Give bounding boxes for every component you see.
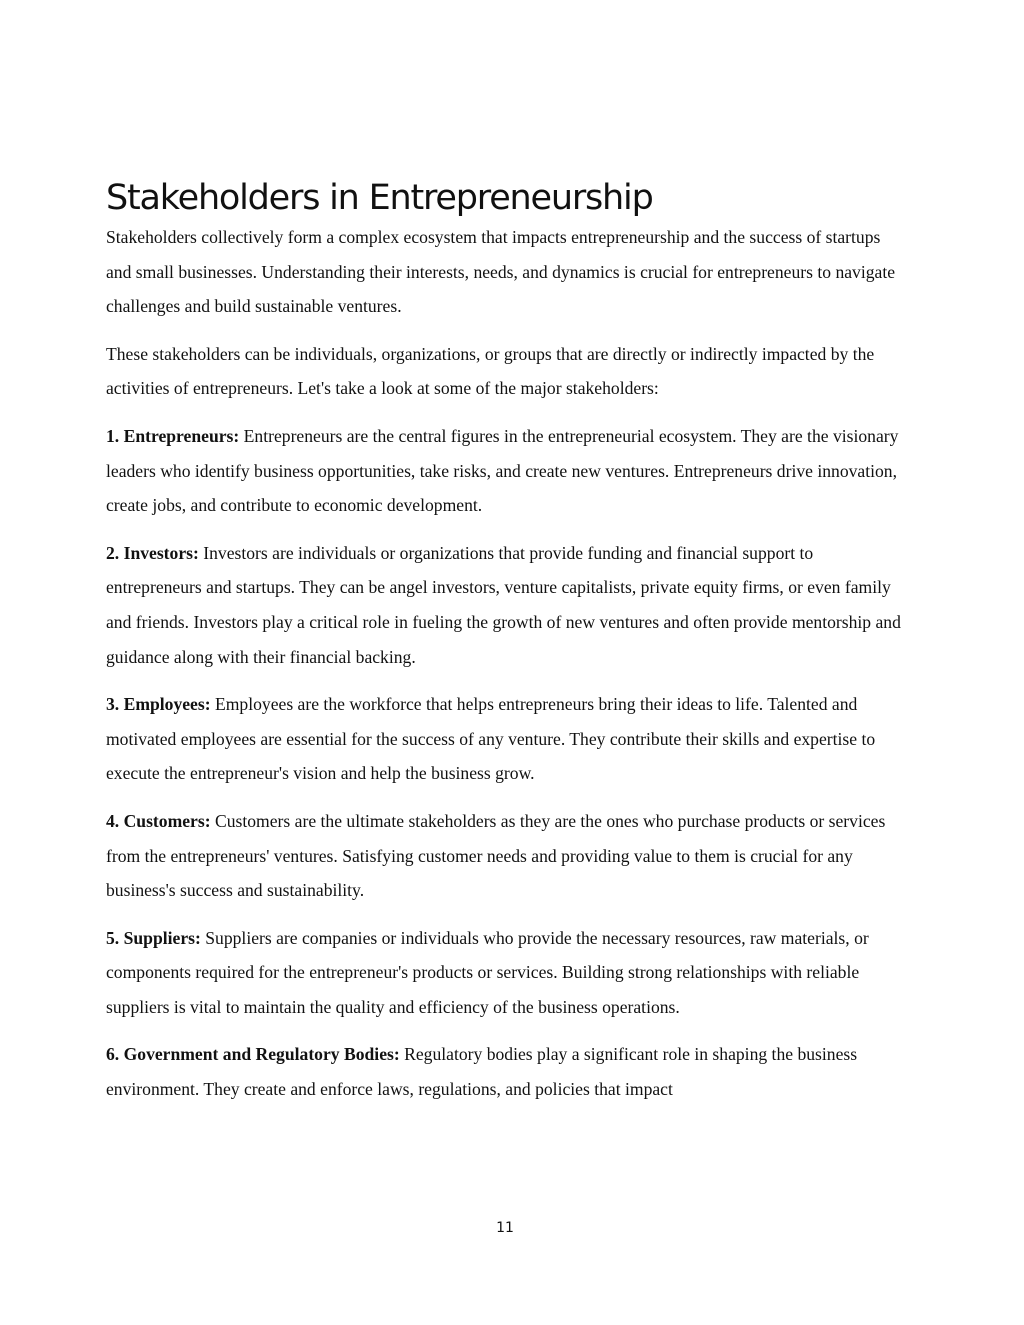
page-number: 11 bbox=[496, 1220, 514, 1236]
stakeholder-text: Customers are the ultimate stakeholders as they are the ones who purchase products or services from the entrepreneurs' ventures. Satisfying customer needs and providing value to them is crucial for any business's success and sustainability. bbox=[106, 810, 886, 901]
stakeholder-label: 4. Customers: bbox=[106, 810, 211, 831]
stakeholder-employees bbox=[106, 687, 906, 791]
stakeholder-label: 1. Entrepreneurs: bbox=[106, 425, 240, 446]
stakeholder-label: 5. Suppliers: bbox=[106, 927, 201, 948]
stakeholder-entrepreneurs bbox=[106, 419, 906, 523]
stakeholder-label: 3. Employees: bbox=[106, 694, 211, 715]
stakeholder-text: Employees are the workforce that helps entrepreneurs bring their ideas to life. Talented and motivated employees are essential for the success of any venture. They contribute their skills and expertise to execute the entrepreneur's vision and help the business grow. bbox=[106, 694, 876, 784]
page-title: Stakeholders in Entrepreneurship bbox=[106, 178, 653, 218]
stakeholder-investors bbox=[106, 536, 906, 674]
stakeholder-text: Entrepreneurs are the central figures in the entrepreneurial ecosystem. They are the visionary leaders who identify business opportunities, take risks, and create new ventures. Entrepreneurs drive innovation, create jobs, and contribute to economic development. bbox=[106, 425, 899, 516]
stakeholder-customers bbox=[106, 804, 906, 908]
stakeholder-text: Suppliers are companies or individuals who provide the necessary resources, raw materials, or components required for the entrepreneur's products or services. Building strong relationships with reliable suppliers is vital to maintain the quality and efficiency of the business operations. bbox=[106, 927, 869, 1017]
stakeholder-text: Regulatory bodies play a significant role in shaping the business environment. They create and enforce laws, regulations, and policies that impact bbox=[106, 1044, 858, 1100]
intro-paragraph-1: Stakeholders collectively form a complex ecosystem that impacts entrepreneurship and the success of startups and small businesses. Understanding their interests, needs, and dynamics is crucial for entrepreneurs to navigate challenges and build sustainable ventures. bbox=[106, 227, 896, 317]
page-content bbox=[106, 170, 906, 1120]
stakeholder-government bbox=[106, 1037, 906, 1106]
stakeholder-suppliers bbox=[106, 921, 906, 1025]
intro-paragraph-2: These stakeholders can be individuals, organizations, or groups that are directly or indirectly impacted by the activities of entrepreneurs. Let's take a look at some of the major stakeholders: bbox=[106, 343, 875, 399]
stakeholder-label: 2. Investors: bbox=[106, 542, 199, 563]
stakeholder-label: 6. Government and Regulatory Bodies: bbox=[106, 1044, 400, 1065]
stakeholder-text: Investors are individuals or organizations that provide funding and financial support to entrepreneurs and startups. They can be angel investors, venture capitalists, private equity firms, or even family and friends. Investors play a critical role in fueling the growth of new ventures and often provide mentorship and guidance along with their financial backing. bbox=[106, 542, 901, 667]
